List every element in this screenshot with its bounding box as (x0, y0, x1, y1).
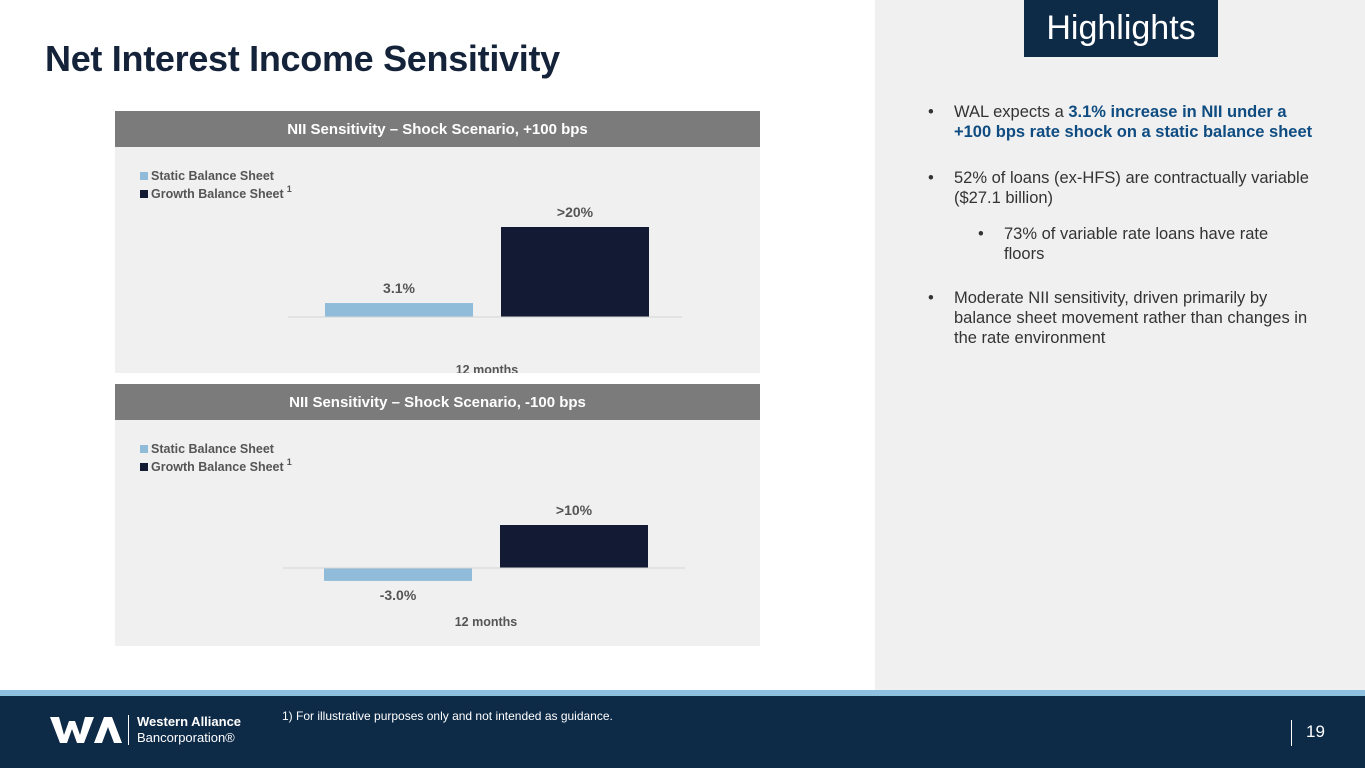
chart-title: NII Sensitivity – Shock Scenario, -100 bps (115, 384, 760, 420)
data-label: >10% (555, 502, 593, 518)
chart-legend (140, 167, 292, 203)
company-logo (50, 714, 241, 746)
bullet-text: Moderate NII sensitivity, driven primarily by balance sheet movement rather than changes in the rate environment (954, 289, 1308, 347)
legend-footnote-marker: 1 (286, 184, 292, 194)
bullet-text: 52% of loans (ex-HFS) are contractually variable ($27.1 billion) (954, 169, 1309, 207)
data-label: >20% (556, 204, 594, 220)
legend-label: Growth Balance Sheet (151, 460, 284, 474)
category-label: 12 months (455, 363, 519, 373)
legend-item (140, 440, 292, 458)
bullet-item (928, 168, 1328, 208)
chart-legend (140, 440, 292, 476)
legend-label: Static Balance Sheet (151, 442, 274, 456)
bar-static-balance-sheet (324, 568, 472, 581)
legend-item (140, 458, 292, 476)
chart-card-minus-100 (115, 384, 760, 646)
bullet-text: WAL expects a (954, 103, 1069, 121)
page-number-divider (1291, 720, 1292, 746)
wa-logo-mark-icon (50, 715, 122, 745)
bar-growth-balance-sheet (501, 227, 649, 317)
bullet-highlight: 3.1% increase in NII under a +100 bps rate shock on a static balance sheet (954, 103, 1313, 141)
data-label: 3.1% (383, 280, 415, 297)
highlights-badge: Highlights (1024, 0, 1218, 57)
page-title: Net Interest Income Sensitivity (45, 38, 560, 79)
bullet-item (928, 102, 1328, 142)
page-number: 19 (1306, 722, 1325, 741)
legend-swatch (140, 190, 148, 198)
legend-item (140, 185, 292, 203)
legend-swatch (140, 172, 148, 180)
bar-static-balance-sheet (325, 303, 473, 317)
logo-line-2: Bancorporation® (137, 730, 235, 745)
legend-label: Growth Balance Sheet (151, 187, 284, 201)
logo-text (137, 714, 241, 746)
bar-growth-balance-sheet (500, 525, 648, 568)
data-label: -3.0% (379, 586, 417, 603)
footnote: 1) For illustrative purposes only and not intended as guidance. (282, 709, 613, 723)
logo-divider (128, 715, 129, 745)
bullet-item (928, 288, 1328, 348)
legend-item (140, 167, 292, 185)
chart-title: NII Sensitivity – Shock Scenario, +100 bps (115, 111, 760, 147)
highlights-list (928, 102, 1328, 366)
logo-line-1: Western Alliance (137, 714, 242, 729)
legend-swatch (140, 445, 148, 453)
legend-footnote-marker: 1 (286, 457, 292, 467)
legend-swatch (140, 463, 148, 471)
chart-card-plus-100 (115, 111, 760, 373)
legend-label: Static Balance Sheet (151, 169, 274, 183)
category-label: 12 months (454, 615, 518, 629)
bullet-item (978, 224, 1278, 264)
bullet-text: 73% of variable rate loans have rate floors (1004, 225, 1269, 263)
